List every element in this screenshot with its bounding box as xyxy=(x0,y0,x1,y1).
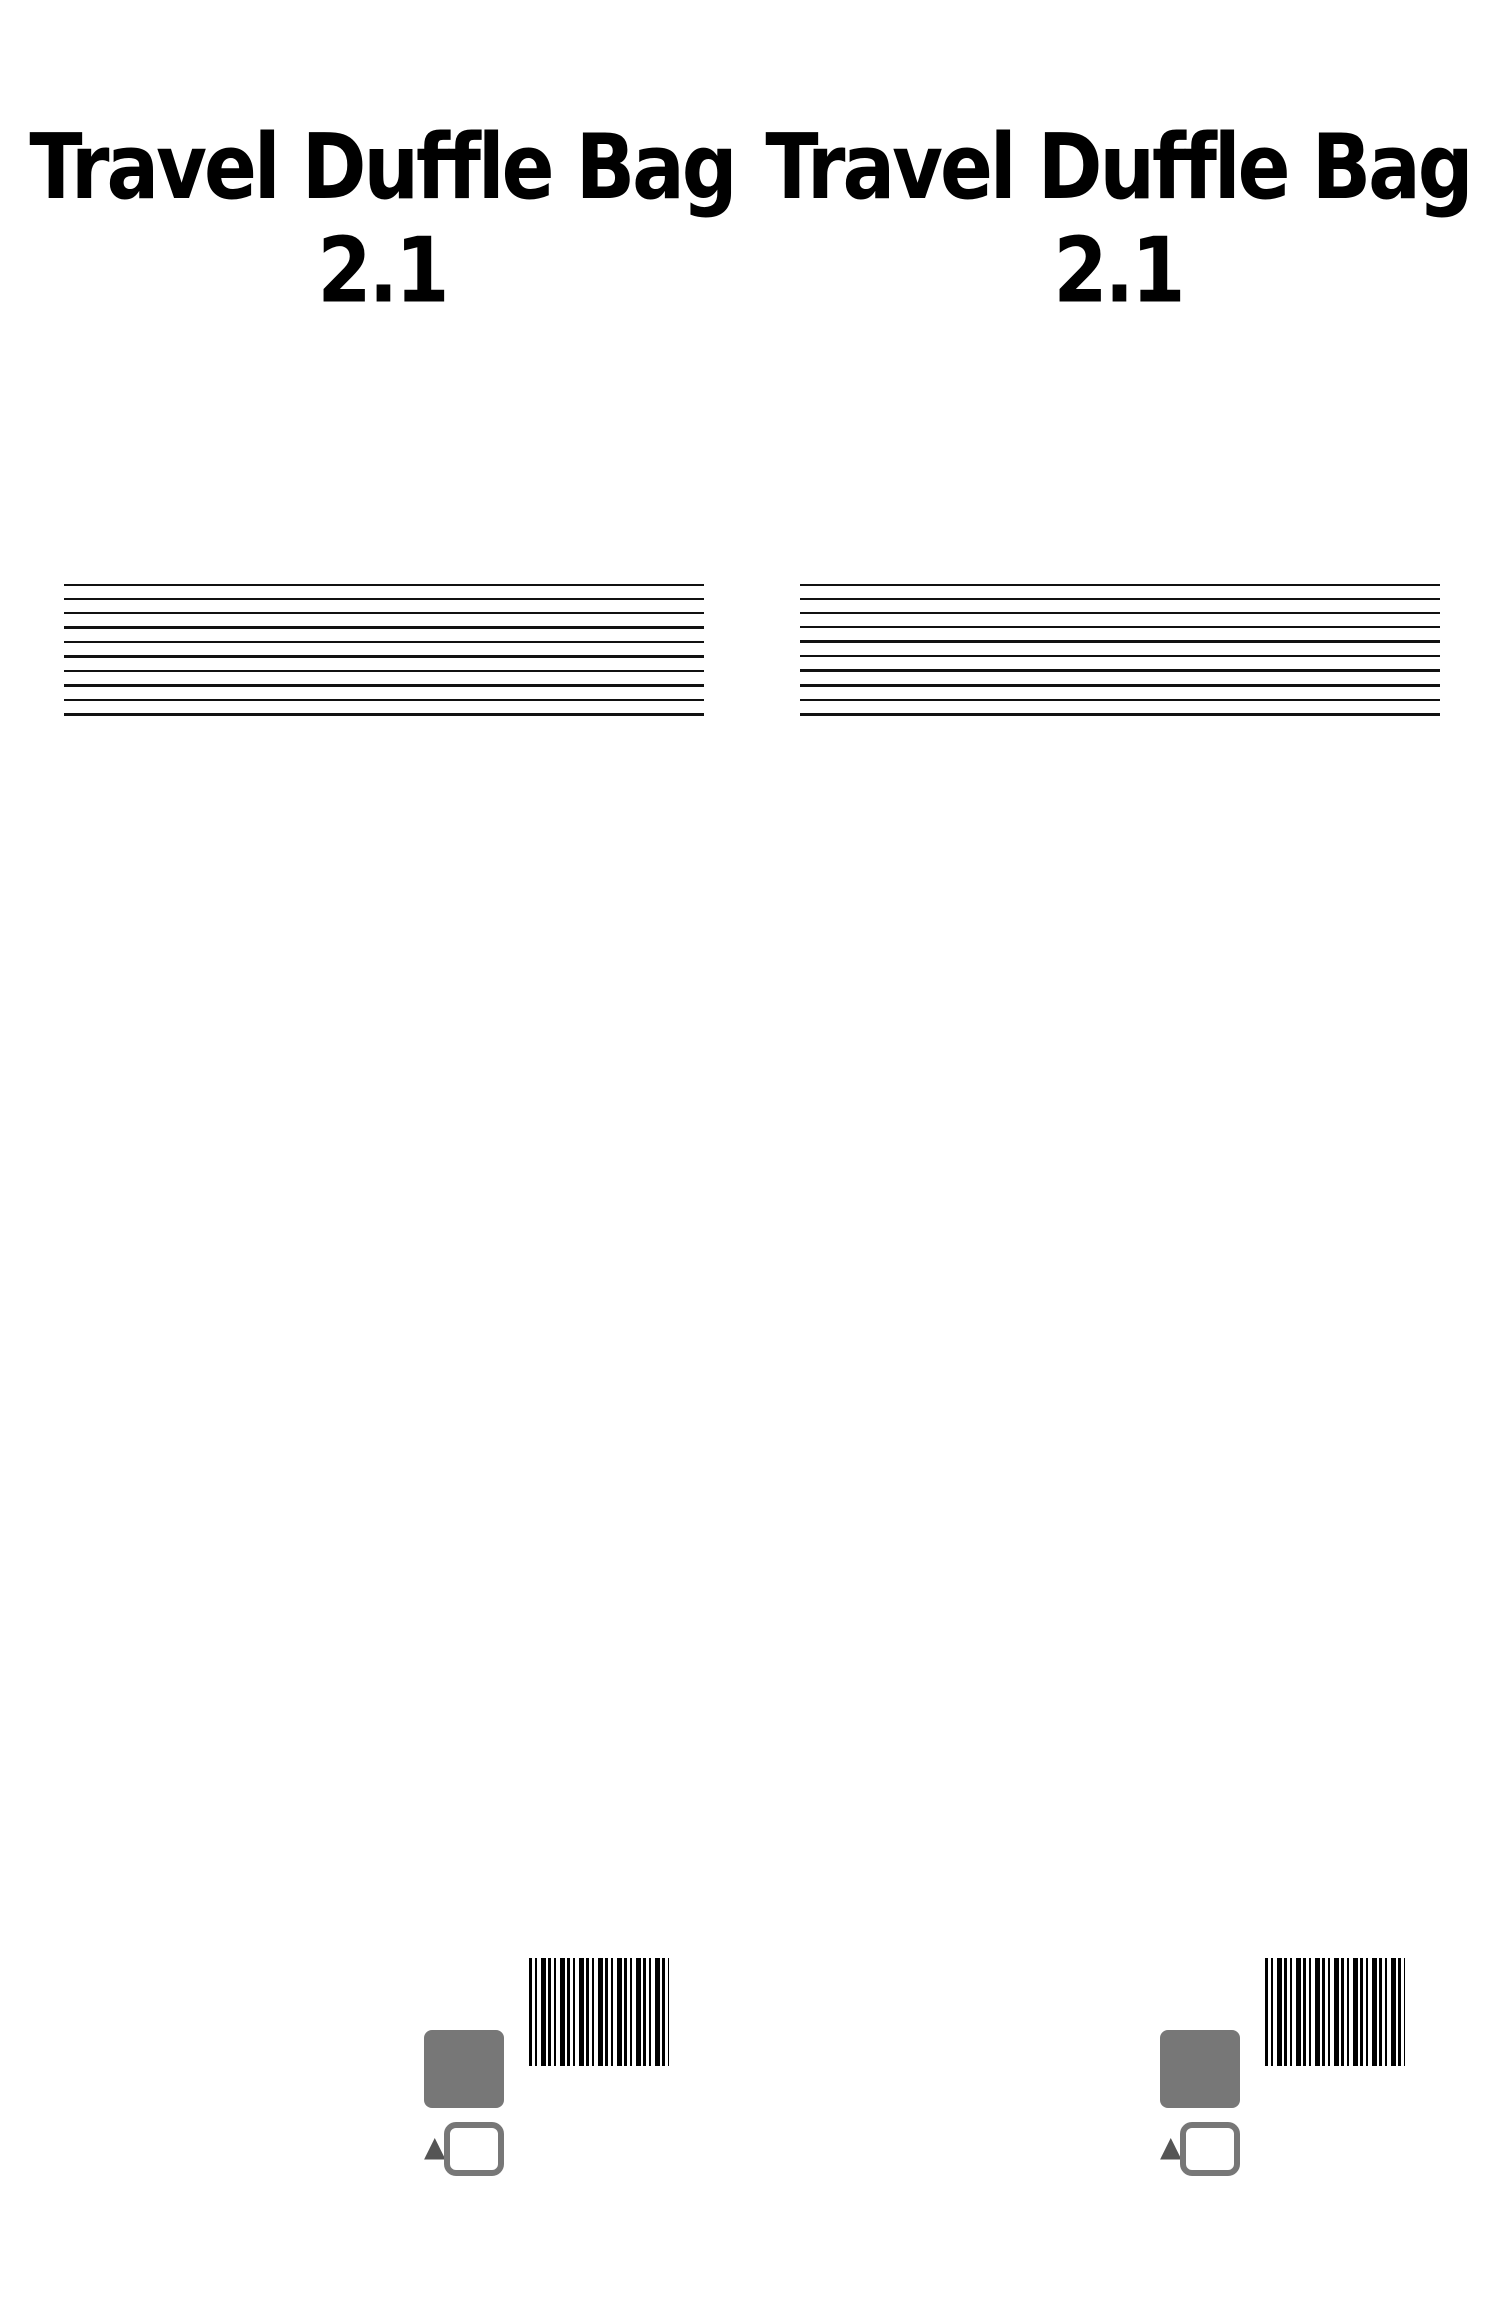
spec-row xyxy=(800,643,1440,657)
material-square-icon xyxy=(424,2030,504,2108)
spec-row xyxy=(800,600,1440,614)
label-title: Travel Duffle Bag 2.1 xyxy=(29,116,735,324)
spec-row xyxy=(64,701,704,716)
spec-table xyxy=(64,572,704,716)
product-label-right xyxy=(760,0,1476,2318)
barcode-icon xyxy=(529,1958,669,2066)
spec-header xyxy=(800,512,1440,562)
spec-row xyxy=(800,628,1440,643)
spec-row xyxy=(64,643,704,658)
warning-triangle-icon: ▲ xyxy=(424,2130,446,2163)
recycle-icon xyxy=(1160,2030,1240,2170)
recycle-icon xyxy=(424,2030,504,2170)
spec-row xyxy=(800,614,1440,628)
barcode-icon xyxy=(1265,1958,1405,2066)
spec-row xyxy=(64,572,704,586)
spec-row xyxy=(800,657,1440,672)
spec-row xyxy=(64,658,704,672)
spec-row xyxy=(800,701,1440,716)
spec-row xyxy=(800,672,1440,687)
spec-row xyxy=(800,586,1440,600)
spec-header xyxy=(64,512,704,562)
spec-row xyxy=(64,614,704,629)
warning-triangle-icon: ▲ xyxy=(1160,2130,1182,2163)
spec-row xyxy=(64,672,704,687)
spec-row xyxy=(64,600,704,614)
care-rounded-icon xyxy=(1180,2122,1240,2176)
spec-row xyxy=(800,572,1440,586)
spec-row xyxy=(64,687,704,701)
spec-table xyxy=(800,572,1440,716)
care-rounded-icon xyxy=(444,2122,504,2176)
product-label-left xyxy=(24,0,740,2318)
label-title: Travel Duffle Bag 2.1 xyxy=(765,116,1471,324)
material-square-icon xyxy=(1160,2030,1240,2108)
spec-row xyxy=(64,629,704,643)
spec-row xyxy=(64,586,704,600)
spec-row xyxy=(800,687,1440,701)
